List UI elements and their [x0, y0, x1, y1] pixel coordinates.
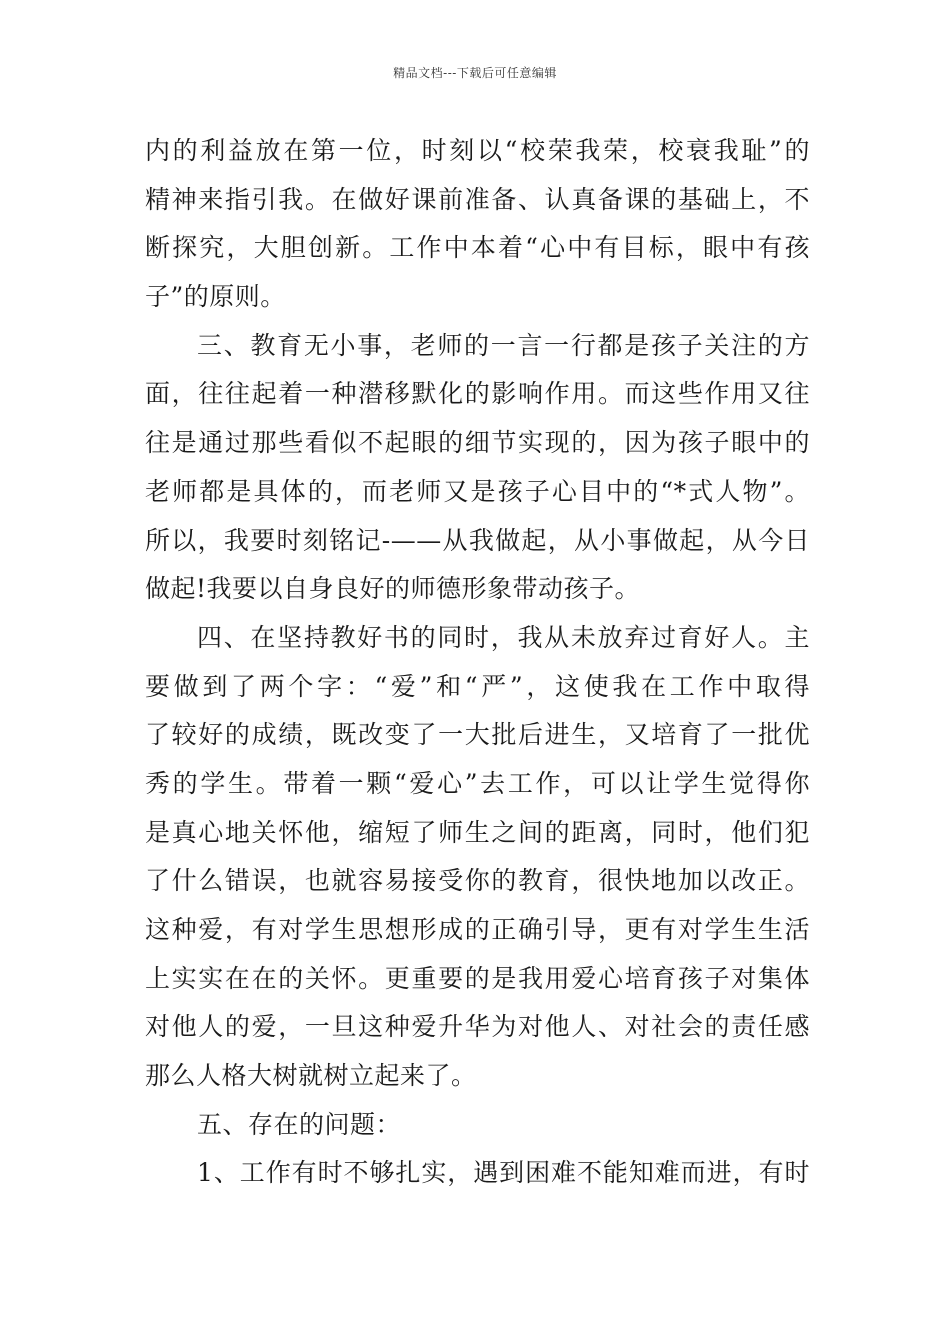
body-text [145, 127, 810, 1198]
text-line: 了较好的成绩，既改变了一大批后进生，又培育了一批优 [145, 720, 810, 750]
text-line: 做起!我要以自身良好的师德形象带动孩子。 [145, 574, 641, 604]
text-line: 是真心地关怀他，缩短了师生之间的距离，同时，他们犯 [145, 817, 810, 847]
text-line: 对他人的爱，一旦这种爱升华为对他人、对社会的责任感 [145, 1012, 810, 1042]
text-line: 三、教育无小事，老师的一言一行都是孩子关注的方 [197, 330, 810, 360]
text-line: 内的利益放在第一位，时刻以“校荣我荣，校衰我耻”的 [145, 136, 810, 165]
text-line: 老师都是具体的，而老师又是孩子心目中的“*式人物”。 [145, 476, 810, 506]
text-line: 要做到了两个字：“爱”和“严”，这使我在工作中取得 [145, 671, 810, 701]
text-line: 了什么错误，也就容易接受你的教育，很快地加以改正。 [145, 866, 810, 896]
text-line: 那么人格大树就树立起来了。 [145, 1061, 477, 1091]
page-header: 精品文档---下载后可任意编辑 [393, 66, 557, 80]
text-line: 往是通过那些看似不起眼的细节实现的，因为孩子眼中的 [145, 428, 810, 458]
text-line: 四、在坚持教好书的同时，我从未放弃过育好人。主 [197, 622, 810, 652]
text-line: 面，往往起着一种潜移默化的影响作用。而这些作用又往 [145, 379, 810, 409]
text-line: 秀的学生。带着一颗“爱心”去工作，可以让学生觉得你 [145, 768, 810, 798]
text-line: 1、工作有时不够扎实，遇到困难不能知难而进，有时 [197, 1158, 810, 1188]
text-line: 这种爱，有对学生思想形成的正确引导，更有对学生生活 [145, 915, 810, 944]
text-line: 断探究，大胆创新。工作中本着“心中有目标，眼中有孩 [145, 233, 810, 263]
text-line: 所以，我要时刻铭记-——从我做起，从小事做起，从今日 [145, 525, 810, 555]
text-line: 子”的原则。 [145, 282, 286, 312]
text-line: 五、存在的问题： [197, 1109, 402, 1139]
text-line: 上实实在在的关怀。更重要的是我用爱心培育孩子对集体 [145, 963, 810, 993]
text-line: 精神来指引我。在做好课前准备、认真备课的基础上，不 [145, 184, 810, 214]
